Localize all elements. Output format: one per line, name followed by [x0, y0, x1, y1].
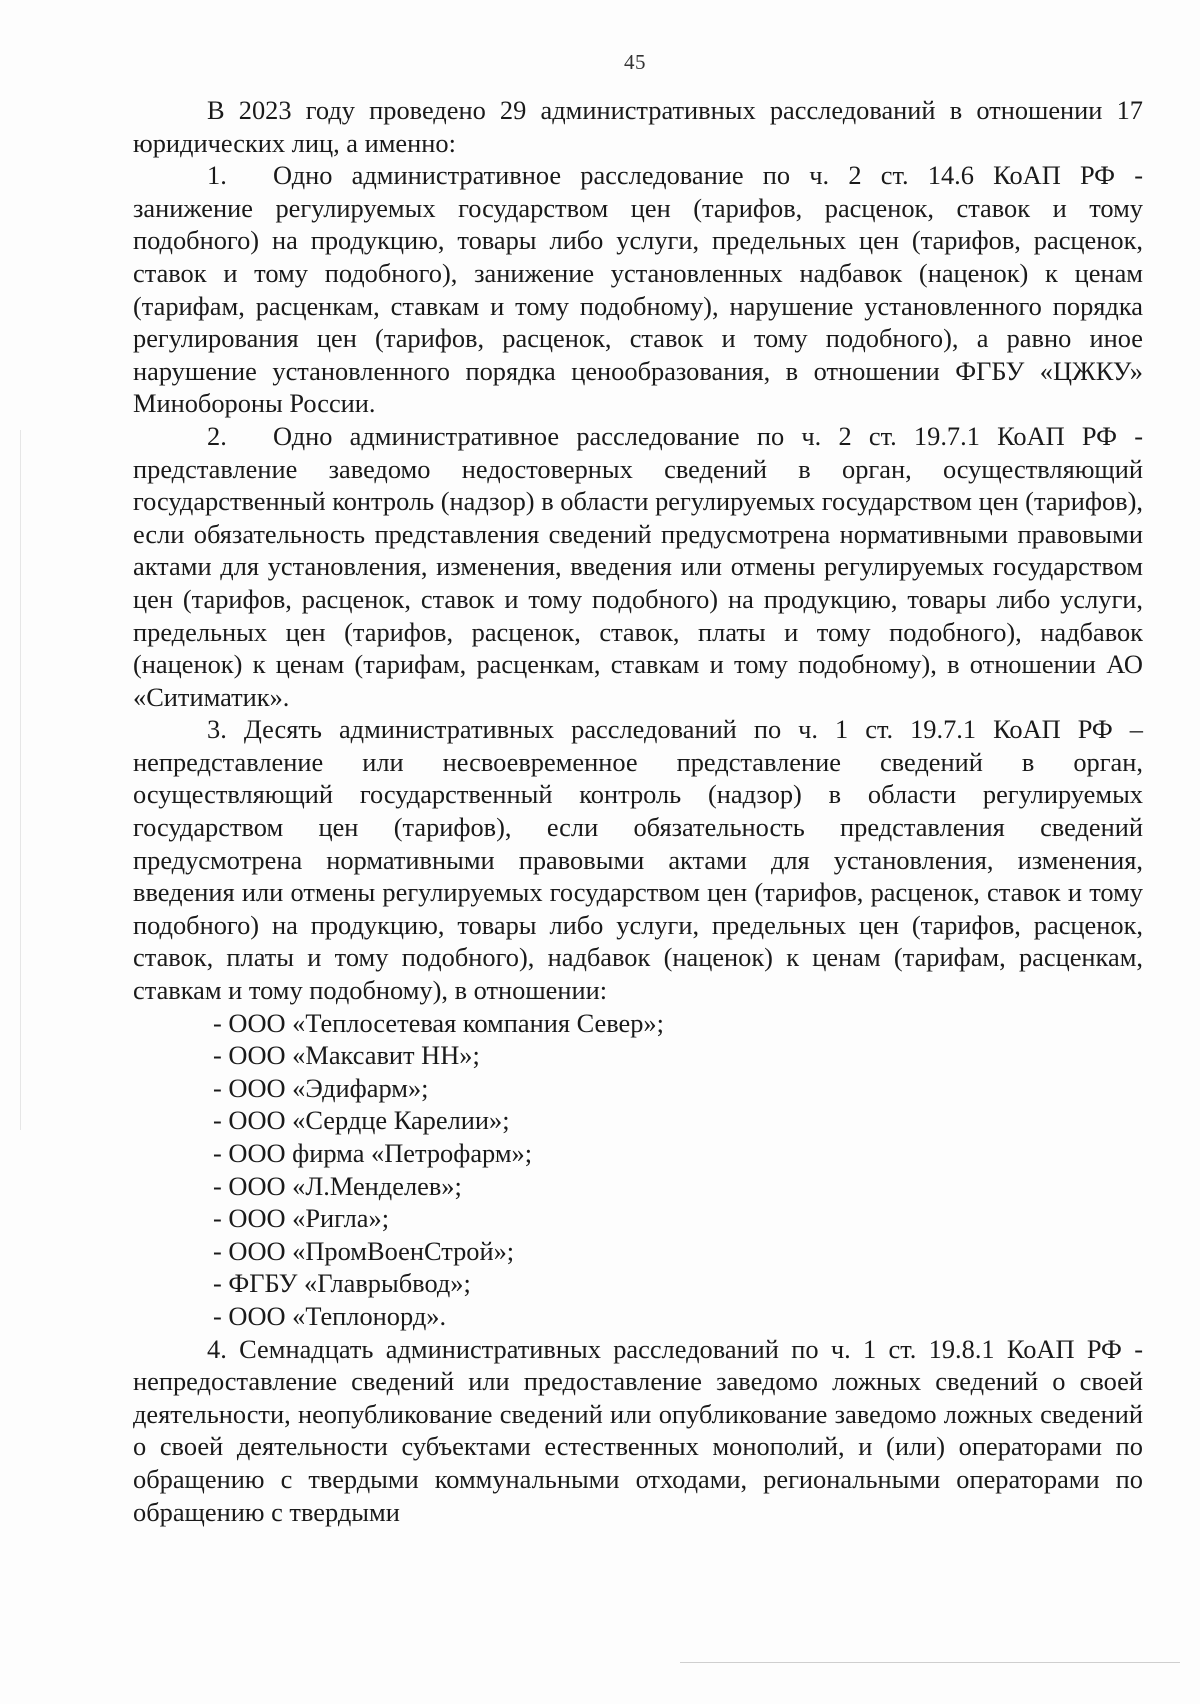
organizations-list	[133, 1007, 1143, 1333]
list-item: - ООО «Л.Менделев»;	[213, 1170, 462, 1201]
list-item: - ООО «Сердце Карелии»;	[213, 1105, 510, 1136]
list-item: - ООО «Максавит НН»;	[213, 1040, 480, 1071]
list-item: - ООО «Теплонорд».	[213, 1300, 447, 1331]
scan-artifact-bottom-line	[680, 1662, 1180, 1663]
intro-paragraph: В 2023 году проведено 29 административных расследований в отношении 17 юридических лиц, а именно:	[133, 95, 1143, 158]
item-4-paragraph	[133, 1333, 1143, 1529]
list-item: - ООО «Ригла»;	[213, 1203, 390, 1234]
scan-artifact-line	[20, 430, 21, 1130]
list-item: - ООО фирма «Петрофарм»;	[213, 1138, 533, 1168]
item-3-text: Десять административных расследований по ч. 1 ст. 19.7.1 КоАП РФ – непредставление или несвоевременное представление сведений в орган, осуществляющий государственный контроль (надзор) в области регулируемых государством цен (тарифов), если обязательность представления сведений предусмотрена нормативными правовыми актами для установления, изменения, введения или отмены регулируемых государством цен (тарифов, расценок, ставок и тому подобного) на продукцию, товары либо услуги, предельных цен (тарифов, расценок, ставок, платы и тому подобного), надбавок (наценок) к ценам (тарифам, расценкам, ставкам и тому подобному), в отношении:	[133, 714, 1143, 1006]
item-4-text: Семнадцать административных расследований по ч. 1 ст. 19.8.1 КоАП РФ - непредоставление сведений или предоставление заведомо ложных сведений о своей деятельности, неопубликование сведений или опубликование заведомо ложных сведений о своей деятельности субъектами естественных монополий, и (или) операторами по обращению с твердыми коммунальными отходами, региональными операторами по обращению с твердыми	[133, 1333, 1143, 1527]
item-2-number: 2.	[207, 420, 227, 451]
item-4-number: 4.	[207, 1333, 227, 1364]
item-1-paragraph	[133, 159, 1143, 420]
list-item: - ФГБУ «Главрыбвод»;	[213, 1268, 471, 1299]
list-item: - ООО «ПромВоенСтрой»;	[213, 1235, 515, 1266]
page-number: 45	[624, 50, 646, 74]
item-1-number: 1.	[207, 160, 227, 191]
list-item: - ООО «Теплосетевая компания Север»;	[213, 1007, 664, 1038]
item-3-number: 3.	[207, 714, 227, 745]
item-2-text: Одно административное расследование по ч. 2 ст. 19.7.1 КоАП РФ - представление заведомо недостоверных сведений в орган, осуществляющий государственный контроль (надзор) в области регулируемых государством цен (тарифов), если обязательность представления сведений предусмотрена нормативными правовыми актами для установления, изменения, введения или отмены регулируемых государством цен (тарифов, расценок, ставок и тому подобного) на продукцию, товары либо услуги, предельных цен (тарифов, расценок, ставок, платы и тому подобного), надбавок (наценок) к ценам (тарифам, расценкам, ставкам и тому подобному), в отношении АО «Ситиматик».	[133, 420, 1143, 712]
document-body	[133, 94, 1143, 1528]
item-2-paragraph	[133, 420, 1143, 713]
item-1-text: Одно административное расследование по ч. 2 ст. 14.6 КоАП РФ - занижение регулируемых государством цен (тарифов, расценок, ставок и тому подобного) на продукцию, товары либо услуги, предельных цен (тарифов, расценок, ставок и тому подобного), занижение установленных надбавок (наценок) к ценам (тарифам, расценкам, ставкам и тому подобному), нарушение установленного порядка регулирования цен (тарифов, расценок, ставок и тому подобного), а равно иное нарушение установленного порядка ценообразования, в отношении ФГБУ «ЦЖКУ» Минобороны России.	[133, 160, 1143, 419]
list-item: - ООО «Эдифарм»;	[213, 1072, 429, 1103]
item-3-paragraph	[133, 713, 1143, 1006]
